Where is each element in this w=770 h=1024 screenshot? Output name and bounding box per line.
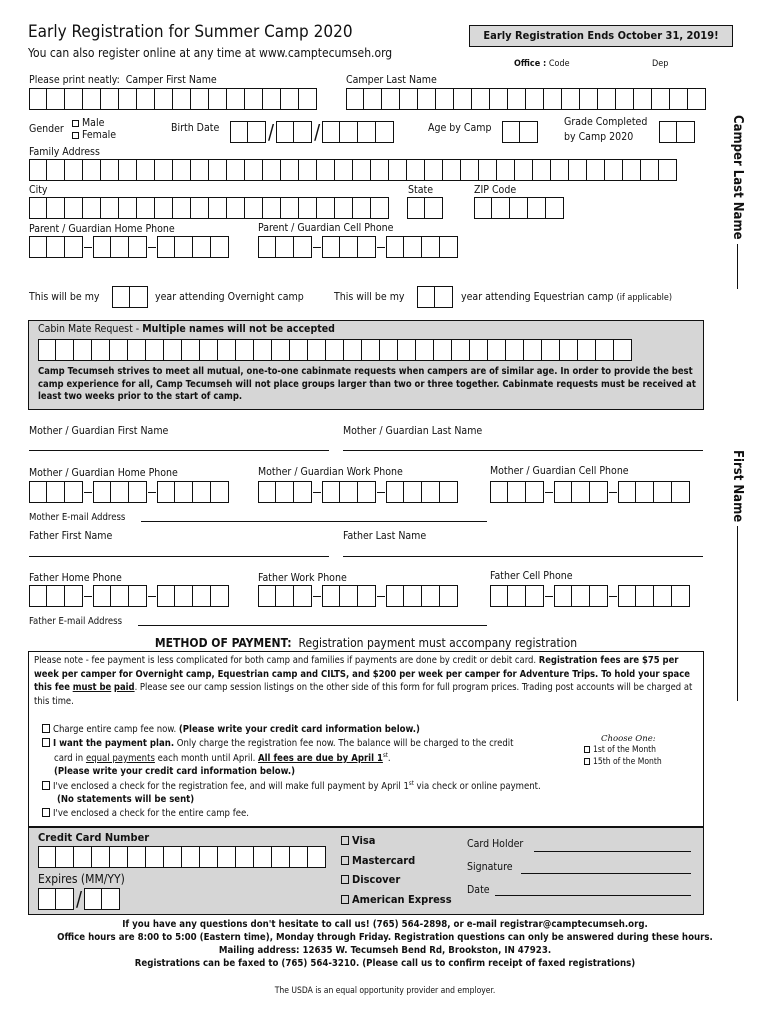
birth-date-field[interactable]: / / (230, 121, 394, 143)
camper-first-name-label: Please print neatly: Camper First Name (29, 74, 217, 86)
signature-field[interactable] (521, 873, 691, 874)
family-address-field[interactable] (29, 159, 677, 181)
mother-home-phone-label: Mother / Guardian Home Phone (29, 467, 178, 479)
charge-entire-checkbox[interactable] (42, 724, 50, 733)
birth-date-label: Birth Date (171, 122, 220, 134)
mother-email-label: Mother E-mail Address (29, 512, 126, 523)
parent-cell-phone-label: Parent / Guardian Cell Phone (258, 222, 394, 234)
side-first-name: First Name (730, 450, 745, 701)
mastercard-option[interactable]: Mastercard (341, 854, 415, 867)
father-work-phone-label: Father Work Phone (258, 572, 347, 584)
male-checkbox[interactable] (72, 120, 79, 127)
first-of-month-checkbox[interactable] (584, 746, 590, 753)
deadline-banner: Early Registration Ends October 31, 2019! (469, 25, 733, 47)
father-cell-phone-label: Father Cell Phone (490, 570, 573, 582)
female-checkbox[interactable] (72, 132, 79, 139)
state-label: State (408, 184, 434, 196)
option-charge-entire[interactable]: Charge entire camp fee now. (Please write your credit card information below.) (42, 724, 420, 735)
parent-home-phone-field[interactable] (29, 236, 229, 258)
footer-hours: Office hours are 8:00 to 5:00 (Eastern time), Monday through Friday. Registration questions can only be answered during these hours. (57, 932, 713, 943)
age-by-camp-label: Age by Camp (428, 122, 492, 134)
family-address-label: Family Address (29, 146, 100, 158)
mother-work-phone-label: Mother / Guardian Work Phone (258, 466, 403, 478)
equestrian-years-suffix: year attending Equestrian camp (if applicable) (461, 291, 673, 303)
grade-completed-label: Grade Completed (564, 116, 648, 128)
expires-field[interactable]: / (38, 888, 120, 910)
discover-option[interactable]: Discover (341, 873, 400, 886)
footer-fax: Registrations can be faxed to (765) 564-3210. (Please call us to confirm receipt of faxed registrations) (134, 958, 636, 969)
payment-heading: METHOD OF PAYMENT: Registration payment must accompany registration (154, 636, 578, 650)
equestrian-years-field[interactable] (417, 286, 453, 308)
overnight-years-field[interactable] (112, 286, 148, 308)
city-label: City (29, 184, 48, 196)
mastercard-checkbox[interactable] (341, 856, 349, 865)
amex-checkbox[interactable] (341, 895, 349, 904)
grade-completed-field[interactable] (659, 121, 695, 143)
camper-last-name-field[interactable] (346, 88, 706, 110)
page-title: Early Registration for Summer Camp 2020 (28, 22, 353, 42)
state-field[interactable] (407, 197, 443, 219)
camper-first-name-field[interactable] (29, 88, 317, 110)
option-check-entire[interactable]: I've enclosed a check for the entire camp fee. (42, 808, 249, 819)
payment-plan-checkbox[interactable] (42, 738, 50, 747)
option-check-registration[interactable]: I've enclosed a check for the registration fee, and will make full payment by April 1st via check or online payment. (42, 780, 541, 792)
check-registration-checkbox[interactable] (42, 781, 50, 790)
mother-cell-phone-label: Mother / Guardian Cell Phone (490, 465, 629, 477)
amex-option[interactable]: American Express (341, 893, 452, 906)
mother-work-phone-field[interactable] (258, 481, 458, 503)
female-option[interactable]: Female (72, 129, 116, 141)
father-first-name-label: Father First Name (29, 530, 113, 542)
parent-cell-phone-field[interactable] (258, 236, 458, 258)
first-of-month-option[interactable]: 1st of the Month (584, 745, 656, 755)
zip-label: ZIP Code (474, 184, 517, 196)
card-holder-label: Card Holder (467, 838, 524, 850)
father-home-phone-field[interactable] (29, 585, 229, 607)
office-dep: Dep (652, 59, 669, 69)
by-camp-label: by Camp 2020 (564, 131, 634, 143)
card-number-label: Credit Card Number (38, 831, 150, 844)
office-use: Office : Code (514, 59, 570, 69)
mother-home-phone-field[interactable] (29, 481, 229, 503)
father-email-label: Father E-mail Address (29, 616, 123, 627)
zip-field[interactable] (474, 197, 564, 219)
father-last-name-label: Father Last Name (343, 530, 427, 542)
page-subtitle: You can also register online at any time at www.camptecumseh.org (28, 46, 393, 60)
age-by-camp-field[interactable] (502, 121, 538, 143)
male-option[interactable]: Male (72, 117, 104, 129)
equestrian-years-label: This will be my (334, 291, 405, 303)
usda-statement: The USDA is an equal opportunity provider and employer. (274, 986, 496, 996)
fifteenth-of-month-option[interactable]: 15th of the Month (584, 757, 662, 767)
option-payment-plan-line2: card in equal payments each month until April. All fees are due by April 1st. (54, 752, 391, 765)
option-check-registration-line2: (No statements will be sent) (57, 794, 195, 805)
date-field[interactable] (495, 895, 691, 896)
father-home-phone-label: Father Home Phone (29, 572, 122, 584)
card-number-field[interactable] (38, 846, 326, 868)
discover-checkbox[interactable] (341, 875, 349, 884)
option-payment-plan[interactable]: I want the payment plan. Only charge the registration fee now. The balance will be charged to the credit (42, 738, 514, 749)
overnight-years-label: This will be my (29, 291, 100, 303)
expires-label: Expires (MM/YY) (38, 872, 125, 886)
card-holder-field[interactable] (534, 851, 691, 852)
parent-home-phone-label: Parent / Guardian Home Phone (29, 223, 175, 235)
choose-one-label: Choose One: (601, 734, 656, 744)
city-field[interactable] (29, 197, 389, 219)
footer-mailing: Mailing address: 12635 W. Tecumseh Bend Rd, Brookston, IN 47923. (218, 945, 552, 956)
check-entire-checkbox[interactable] (42, 808, 50, 817)
father-last-name-field[interactable] (343, 556, 703, 557)
mother-last-name-label: Mother / Guardian Last Name (343, 425, 483, 437)
father-first-name-field[interactable] (29, 556, 329, 557)
overnight-years-suffix: year attending Overnight camp (155, 291, 304, 303)
mother-first-name-field[interactable] (29, 450, 329, 451)
option-payment-plan-line3: (Please write your credit card information below.) (54, 766, 296, 777)
fifteenth-of-month-checkbox[interactable] (584, 758, 590, 765)
footer-contact: If you have any questions don't hesitate to call us! (765) 564-2898, or e-mail registrar@camptecumseh.org. (122, 919, 648, 930)
gender-label: Gender (29, 123, 64, 135)
visa-checkbox[interactable] (341, 836, 349, 845)
date-label: Date (467, 884, 490, 896)
cabin-mate-label: Cabin Mate Request - Multiple names will not be accepted (38, 323, 335, 335)
payment-note: Please note - fee payment is less complicated for both camp and families if payments are done by credit or debit card. Registration fees are $75 per week per camper for Overnight camp, Equestrian camp and CILTS, and $200 per week per camper for Adventure Trips. To hold your space this fee must be paid. Please see our camp session listings on the other side of this form for full program prices. Trading post accounts will be charged at this time. (34, 655, 693, 707)
mother-cell-phone-field[interactable] (490, 481, 690, 503)
cabin-mate-field[interactable] (38, 339, 632, 361)
father-work-phone-field[interactable] (258, 585, 458, 607)
visa-option[interactable]: Visa (341, 834, 375, 847)
mother-first-name-label: Mother / Guardian First Name (29, 425, 169, 437)
signature-label: Signature (467, 861, 513, 873)
camper-last-name-label: Camper Last Name (346, 74, 437, 86)
father-cell-phone-field[interactable] (490, 585, 690, 607)
father-email-field[interactable] (138, 625, 487, 626)
mother-email-field[interactable] (141, 521, 487, 522)
mother-last-name-field[interactable] (343, 450, 703, 451)
cabin-mate-note: Camp Tecumseh strives to meet all mutual, one-to-one cabinmate requests when campers are of similar age. In order to provide the best camp experience for all, Camp Tecumseh will not place groups larger than two or three together. Cabinmate requests must be received at least two weeks prior to the start of camp. (38, 366, 696, 402)
side-camper-last-name: Camper Last Name (730, 115, 745, 289)
